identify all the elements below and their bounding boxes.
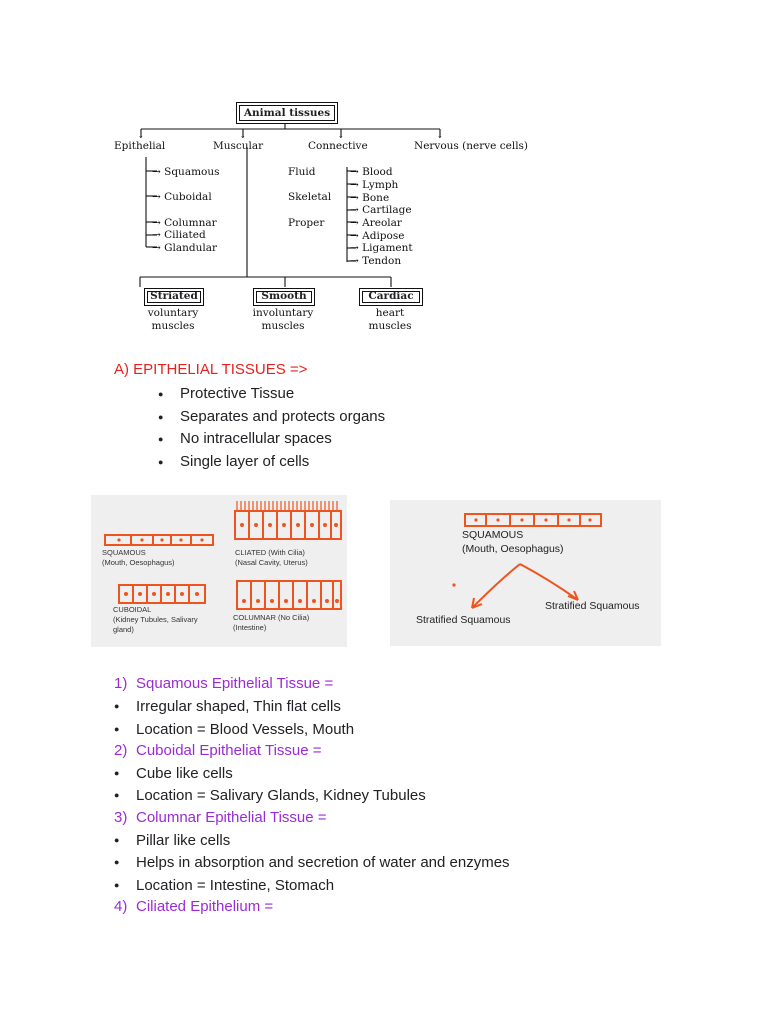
epithelial-properties-list <box>158 383 385 473</box>
numbered-heading-columnar: 3) Columnar Epithelial Tissue = <box>114 808 327 826</box>
category-connective: Connective <box>308 140 368 152</box>
category-muscular: Muscular <box>213 140 264 152</box>
list-item: ● Separates and protects organs <box>158 406 385 429</box>
muscle-box-cardiac: Cardiac <box>359 288 423 306</box>
caption-stratified-left: Stratified Squamous <box>416 614 511 626</box>
notes-list <box>114 673 510 918</box>
muscle-box-smooth: Smooth <box>253 288 315 306</box>
tree-root-box: Animal tissues <box>236 102 338 124</box>
epithelial-section-heading: A) EPITHELIAL TISSUES => <box>114 361 308 378</box>
connective-type-tendon: → Tendon <box>350 255 402 267</box>
connective-group-fluid: Fluid <box>288 166 316 178</box>
category-nervous: Nervous (nerve cells) <box>414 140 529 152</box>
epithelial-type-squamous: → Squamous <box>152 166 220 178</box>
connective-type-ligament: → Ligament <box>350 242 413 254</box>
list-item: ● Irregular shaped, Thin flat cells <box>114 698 341 716</box>
list-item: ● Cube like cells <box>114 765 233 783</box>
muscle-box-striated: Striated <box>144 288 204 306</box>
connective-type-bone: → Bone <box>350 192 390 204</box>
connective-type-areolar: → Areolar <box>350 217 402 229</box>
epithelial-types-figure <box>91 495 347 647</box>
list-item: ● Protective Tissue <box>158 383 385 406</box>
list-item: ● Pillar like cells <box>114 832 231 850</box>
list-item: ● Single layer of cells <box>158 451 385 474</box>
numbered-heading-cuboidal: 2) Cuboidal Epitheliat Tissue = <box>114 741 322 759</box>
epithelial-type-ciliated: → Ciliated <box>152 229 206 241</box>
caption-columnar: COLUMNAR (No Cilia) (Intestine) <box>233 613 310 632</box>
muscle-desc-striated: voluntary muscles <box>147 307 199 332</box>
connective-type-cartilage: → Cartilage <box>350 204 412 216</box>
connective-type-adipose: → Adipose <box>350 230 405 242</box>
epithelial-type-glandular: → Glandular <box>152 242 218 254</box>
arrow-down-icon: ↓ <box>437 132 443 140</box>
epithelial-type-cuboidal: → Cuboidal <box>152 191 212 203</box>
animal-tissues-diagram <box>110 95 540 340</box>
arrow-down-icon: ↓ <box>240 132 246 140</box>
muscle-desc-cardiac: heart muscles <box>368 307 412 332</box>
epithelial-type-columnar: → Columnar <box>152 217 217 229</box>
list-item: ● Location = Intestine, Stomach <box>114 876 335 894</box>
connective-type-lymph: → Lymph <box>350 179 399 191</box>
numbered-heading-ciliated: 4) Ciliated Epithelium = <box>114 897 274 915</box>
muscle-desc-smooth: involuntary muscles <box>252 307 314 332</box>
caption-ciliated: CLIATED (With Cilia) (Nasal Cavity, Uterus) <box>235 548 308 567</box>
list-item: ● Location = Salivary Glands, Kidney Tubules <box>114 787 426 805</box>
stratified-squamous-figure <box>390 500 661 646</box>
connective-group-proper: Proper <box>288 217 325 229</box>
caption-cuboidal: CUBOIDAL (Kidney Tubules, Salivary gland) <box>113 605 198 634</box>
list-item: ● Location = Blood Vessels, Mouth <box>114 720 355 738</box>
caption-stratified-right: Stratified Squamous <box>545 600 640 612</box>
category-epithelial: Epithelial <box>114 140 166 152</box>
arrow-down-icon: ↓ <box>138 132 144 140</box>
connective-type-blood: → Blood <box>350 166 393 178</box>
caption-top-squamous: SQUAMOUS (Mouth, Oesophagus) <box>462 529 564 555</box>
list-item: ● No intracellular spaces <box>158 428 385 451</box>
numbered-heading-squamous: 1) Squamous Epithelial Tissue = <box>114 675 334 692</box>
connective-group-skeletal: Skeletal <box>288 191 332 203</box>
caption-squamous: SQUAMOUS (Mouth, Oesophagus) <box>102 548 175 567</box>
arrow-down-icon: ↓ <box>338 132 344 140</box>
list-item: ● Helps in absorption and secretion of water and enzymes <box>114 854 510 872</box>
